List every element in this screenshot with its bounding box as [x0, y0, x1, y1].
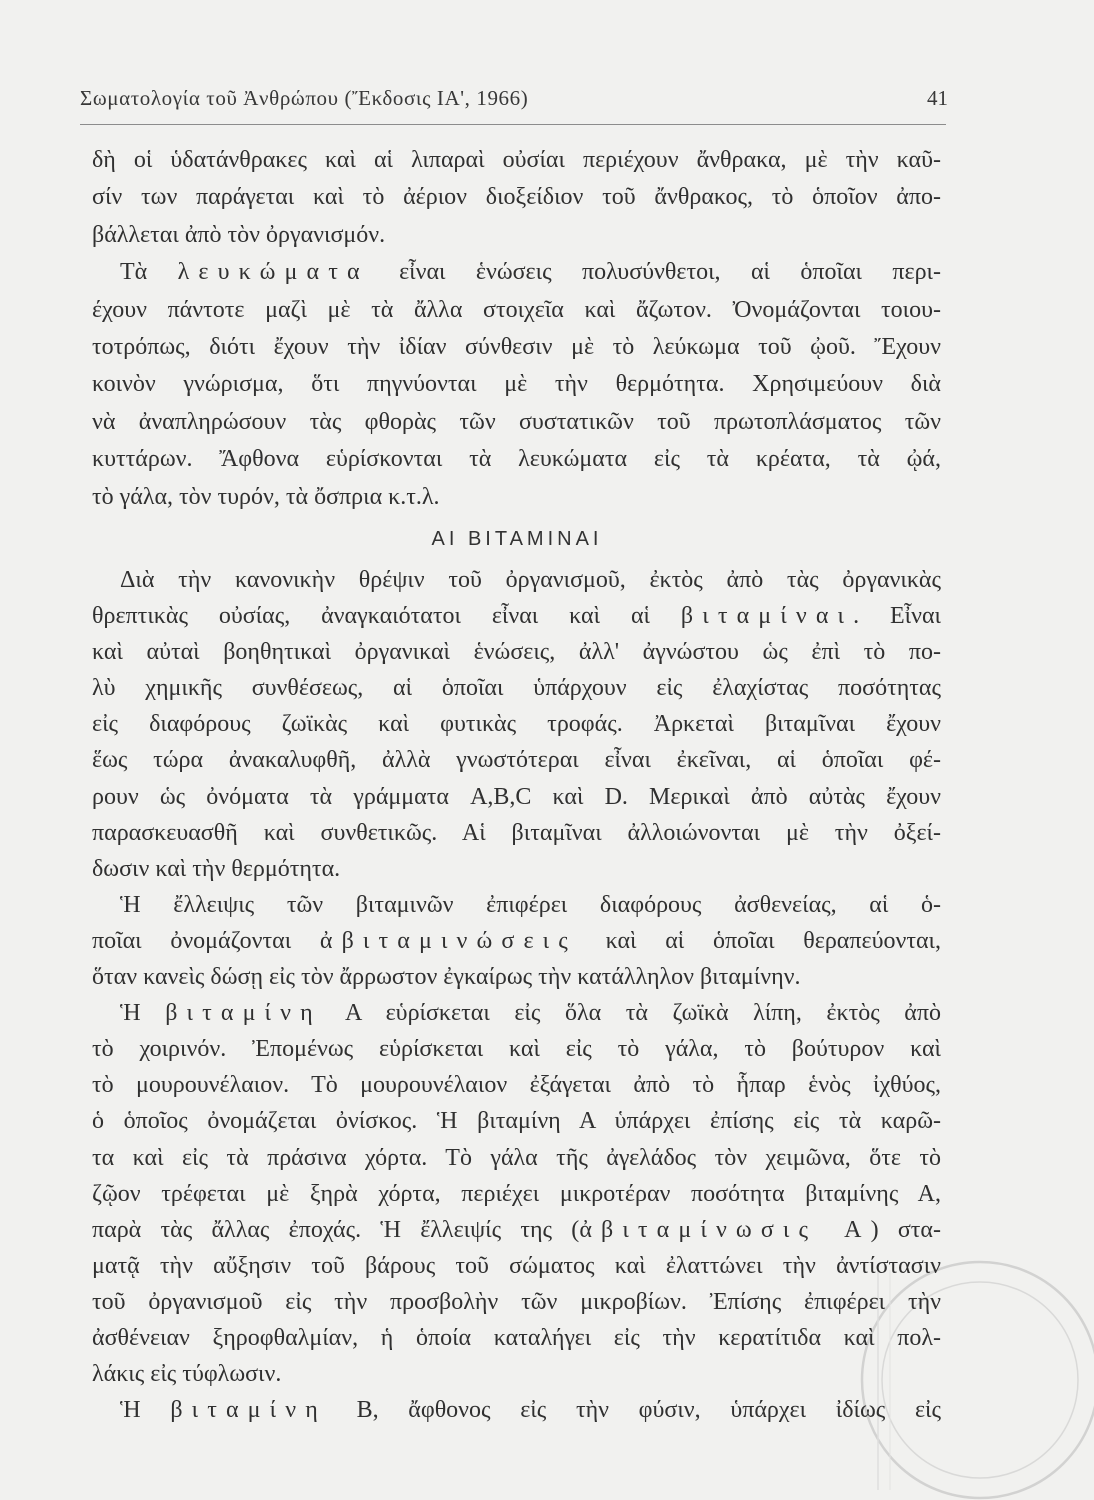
text-run: ἀσθένειαν ξηροφθαλμίαν, ἡ ὁποία καταλήγει εἰς τὴν κερατίτιδα καὶ πολ- [92, 1324, 941, 1351]
text-line [92, 1067, 942, 1103]
text-line [92, 670, 942, 706]
line-text [92, 334, 941, 360]
running-title: Σωματολογία τοῦ Ἀνθρώπου (Ἔκδοσις ΙΑ', 1966) [80, 86, 529, 110]
text-line [92, 815, 942, 851]
text-line [92, 598, 942, 634]
text-line [92, 441, 942, 478]
line-text [92, 747, 941, 773]
text-line [92, 292, 942, 329]
text-run: Ἡ [120, 1397, 171, 1424]
text-run: Διὰ τὴν κανονικὴν θρέψιν τοῦ ὀργανισμοῦ, ἐκτὸς ἀπὸ τὰς ὀργανικὰς [120, 567, 941, 593]
line-text [92, 446, 941, 472]
text-line [92, 634, 942, 670]
text-run: ματᾷ τὴν αὔξησιν τοῦ βάρους τοῦ σώματος καὶ ἐλαττώνει τὴν ἀντίστασιν [92, 1252, 941, 1279]
section-heading: ΑΙ ΒΙΤΑΜΙΝΑΙ [431, 528, 603, 550]
text-line [92, 404, 942, 441]
line-text [92, 222, 385, 248]
text-run: τοτρόπως, διότι ἔχουν τὴν ἰδίαν σύνθεσιν μὲ τὸ λεύκωμα τοῦ ᾠοῦ. Ἔχουν [92, 333, 941, 360]
text-run: ὅταν κανεὶς δώσῃ εἰς τὸν ἄρρωστον ἐγκαίρως τὴν κατάλληλον βιταμίνην. [92, 964, 801, 991]
text-run: λάκις εἰς τύφλωσιν. [92, 1361, 282, 1388]
text-line [92, 851, 942, 887]
text-run: λὺ χημικῆς συνθέσεως, αἱ ὁποῖαι ὑπάρχουν εἰς ἐλαχίστας ποσότητας [92, 675, 941, 702]
line-text [92, 711, 941, 737]
text-line [92, 742, 942, 778]
text-line [92, 1320, 942, 1356]
text-line [92, 217, 942, 254]
text-run: τὸ γάλα, τὸν τυρόν, τὰ ὄσπρια κ.τ.λ. [92, 483, 440, 510]
text-line [92, 1392, 942, 1428]
line-text [92, 297, 941, 323]
text-run: τὸ μουρουνέλαιον. Τὸ μουρουνέλαιον ἐξάγεται ἀπὸ τὸ ἧπαρ ἑνὸς ἰχθύος, [92, 1072, 941, 1099]
line-text [92, 1181, 941, 1207]
text-run: σίν των παράγεται καὶ τὸ ἀέριον διοξείδιον τοῦ ἄνθρακος, τὸ ὁποῖον ἀπο- [92, 184, 941, 211]
line-text [92, 409, 941, 435]
letterspaced-term: βιταμίναι [680, 603, 854, 630]
text-line [92, 1103, 942, 1139]
text-run: ποῖαι ὀνομάζονται [92, 927, 320, 954]
text-line [92, 562, 942, 598]
line-text [92, 147, 941, 173]
line-text [120, 1397, 941, 1423]
line-text [92, 1145, 941, 1171]
line-text [92, 675, 941, 701]
letterspaced-term: βιταμίνη [170, 1397, 327, 1424]
text-run: παρασκευασθῆ καὶ συνθετικῶς. Αἱ βιταμῖναι ἀλλοιώνονται μὲ τὴν ὀξεί- [92, 819, 941, 846]
text-run: καὶ αἱ ὁποῖαι θεραπεύονται, [576, 927, 941, 954]
text-run: εἰς διαφόρους ζωϊκὰς καὶ φυτικὰς τροφάς. Ἀρκεταὶ βιταμῖναι ἔχουν [92, 711, 941, 738]
header-rule [80, 124, 946, 125]
line-text [92, 1361, 281, 1387]
text-line [92, 1031, 942, 1067]
text-run: καὶ αὐταὶ βοηθητικαὶ ὀργανικαὶ ἑνώσεις, ἀλλ' ἀγνώστου ὡς ἐπὶ τὸ πο- [92, 639, 941, 666]
text-run: Ἡ ἔλλειψις τῶν βιταμινῶν ἐπιφέρει διαφόρους ἀσθενείας, αἱ ὁ- [120, 891, 941, 918]
text-line [92, 366, 942, 403]
text-run: ὁ ὁποῖος ὀνομάζεται ὀνίσκος. Ἡ βιταμίνη Α ὑπάρχει ἐπίσης εἰς τὰ καρῶ- [92, 1108, 941, 1135]
text-line [92, 1356, 942, 1392]
body-text-block [92, 142, 942, 516]
text-run: ) στα- [870, 1216, 941, 1243]
line-text [92, 184, 941, 210]
text-run: εἶναι ἑνώσεις πολυσύνθετοι, αἱ ὁποῖαι περι- [368, 259, 941, 286]
line-text [92, 1108, 941, 1134]
line-text [92, 820, 941, 846]
text-line [92, 1248, 942, 1284]
text-line [92, 1284, 942, 1320]
text-run: παρὰ τὰς ἄλλας ἐποχάς. Ἡ ἔλλειψίς της ( [92, 1216, 580, 1243]
text-run: Τὰ [120, 259, 178, 286]
line-text [120, 567, 941, 593]
line-text [92, 1036, 941, 1062]
text-line [92, 779, 942, 815]
text-line [92, 254, 942, 291]
letterspaced-term: βιταμίνη [165, 1000, 322, 1027]
text-run: δωσιν καὶ τὴν θερμότητα. [92, 855, 341, 882]
text-run: νὰ ἀναπληρώσουν τὰς φθορὰς τῶν συστατικῶν τοῦ πρωτοπλάσματος τῶν [92, 408, 941, 435]
text-run: ρουν ὡς ὀνόματα τὰ γράμματα A,B,C καὶ D. Μερικαὶ ἀπὸ αὐτὰς ἔχουν [92, 783, 941, 810]
text-line [92, 887, 942, 923]
line-text [92, 484, 440, 510]
text-line [92, 706, 942, 742]
page-number: 41 [927, 86, 948, 110]
line-text [120, 892, 941, 918]
line-text [92, 964, 800, 990]
text-line [92, 1212, 942, 1248]
line-text [92, 603, 941, 629]
letterspaced-term: ἀβιταμίνωσις Α [579, 1216, 871, 1243]
text-run: ἕως τώρα ἀνακαλυφθῆ, ἀλλὰ γνωστότεραι εἶναι ἐκεῖναι, αἱ ὁποῖαι φέ- [92, 747, 941, 774]
text-run: δὴ οἱ ὑδατάνθρακες καὶ αἱ λιπαραὶ οὐσίαι περιέχουν ἄνθρακα, μὲ τὴν καῦ- [92, 147, 941, 173]
line-text [92, 856, 340, 882]
text-run: ζῷον τρέφεται μὲ ξηρὰ χόρτα, περιέχει μικροτέραν ποσότητα βιταμίνης Α, [92, 1180, 941, 1207]
line-text [92, 639, 941, 665]
text-line [92, 1176, 942, 1212]
text-line [92, 959, 942, 995]
text-run: κυττάρων. Ἄφθονα εὑρίσκονται τὰ λευκώματα εἰς τὰ κρέατα, τὰ ᾠά, [92, 446, 941, 473]
line-text [92, 1217, 941, 1243]
text-line [92, 179, 942, 216]
text-line [92, 479, 942, 516]
text-run: θρεπτικὰς οὐσίας, ἀναγκαιότατοι εἶναι καὶ αἱ [92, 603, 681, 630]
line-text [92, 928, 941, 954]
line-text [92, 1325, 941, 1351]
text-run: . Εἶναι [853, 603, 942, 630]
line-text [92, 371, 941, 397]
text-run: τοῦ ὀργανισμοῦ εἰς τὴν προσβολὴν τῶν μικροβίων. Ἐπίσης ἐπιφέρει τὴν [92, 1288, 941, 1315]
line-text [92, 1253, 941, 1279]
text-run: τα καὶ εἰς τὰ πράσινα χόρτα. Τὸ γάλα τῆς ἀγελάδος τὸν χειμῶνα, ὅτε τὸ [92, 1144, 941, 1171]
text-line [92, 923, 942, 959]
text-run: Α εὑρίσκεται εἰς ὅλα τὰ ζωϊκὰ λίπη, ἐκτὸς ἀπὸ [321, 1000, 941, 1027]
text-line [92, 142, 942, 179]
line-text [92, 1072, 941, 1098]
text-line [92, 995, 942, 1031]
line-text [92, 784, 941, 810]
line-text [120, 259, 941, 285]
text-line [92, 1140, 942, 1176]
line-text [120, 1000, 941, 1026]
text-run: Β, ἄφθονος εἰς τὴν φύσιν, ὑπάρχει ἰδίως εἰς [326, 1397, 942, 1424]
text-run: έχουν πάντοτε μαζὶ μὲ τὰ ἄλλα στοιχεῖα καὶ ἄζωτον. Ὀνομάζονται τοιου- [92, 296, 941, 323]
text-run: Ἡ [120, 1000, 166, 1027]
letterspaced-term: λευκώματα [177, 259, 369, 286]
text-run: τὸ χοιρινόν. Ἐπομένως εὑρίσκεται καὶ εἰς τὸ γάλα, τὸ βούτυρον καὶ [92, 1036, 941, 1063]
page-header [80, 86, 948, 116]
line-text [92, 1289, 941, 1315]
text-line [92, 329, 942, 366]
text-run: βάλλεται ἀπὸ τὸν ὀργανισμόν. [92, 221, 386, 248]
text-run: κοινὸν γνώρισμα, ὅτι πηγνύονται μὲ τὴν θερμότητα. Χρησιμεύουν διὰ [92, 371, 941, 398]
letterspaced-term: ἀβιταμινώσεις [319, 927, 577, 954]
body-text-block [92, 562, 942, 1428]
